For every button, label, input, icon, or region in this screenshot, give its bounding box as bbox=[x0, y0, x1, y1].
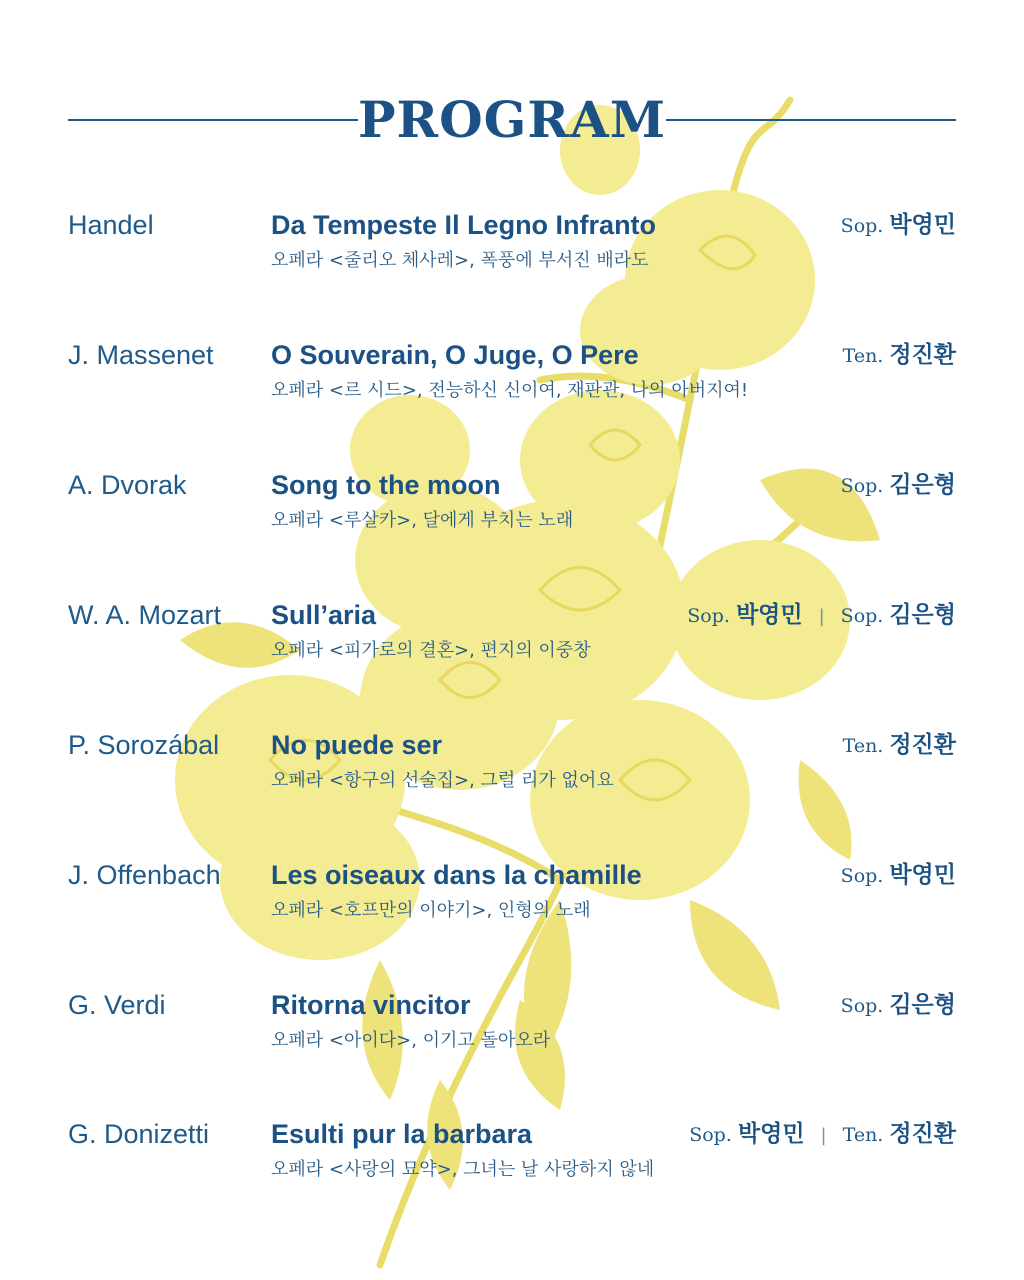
work-subtitle: 오페라 <사랑의 묘약>, 그녀는 날 사랑하지 않네 bbox=[271, 1159, 655, 1180]
work-title: No puede ser bbox=[271, 730, 443, 760]
performers bbox=[841, 205, 956, 246]
performer-name: 김은형 bbox=[889, 992, 956, 1018]
work-title: Song to the moon bbox=[271, 470, 501, 500]
program-entry bbox=[68, 335, 956, 425]
performers bbox=[841, 985, 956, 1026]
performer-separator: | bbox=[820, 1125, 827, 1146]
performers bbox=[843, 335, 956, 376]
work-title: Esulti pur la barbara bbox=[271, 1119, 533, 1149]
performers bbox=[687, 595, 956, 637]
composer: A. Dvorak bbox=[68, 470, 187, 500]
performer-name: 박영민 bbox=[737, 1121, 805, 1147]
composer: Handel bbox=[68, 210, 154, 240]
work-title: O Souverain, O Juge, O Pere bbox=[271, 340, 639, 370]
voice-type: Ten. bbox=[842, 735, 884, 757]
voice-type: Sop. bbox=[840, 995, 884, 1017]
work-subtitle: 오페라 <르 시드>, 전능하신 신이여, 재판관, 나의 아버지여! bbox=[271, 380, 749, 401]
composer: G. Verdi bbox=[68, 990, 166, 1020]
performer-name: 박영민 bbox=[889, 862, 956, 888]
performers bbox=[841, 855, 956, 896]
work-title: Da Tempeste Il Legno Infranto bbox=[271, 210, 657, 240]
program-entry bbox=[68, 465, 956, 555]
work-title: Ritorna vincitor bbox=[271, 990, 471, 1020]
page-title: PROGRAM bbox=[357, 90, 667, 149]
composer: G. Donizetti bbox=[68, 1119, 210, 1149]
performer-separator: | bbox=[818, 606, 825, 627]
program-header bbox=[68, 88, 956, 152]
program-entry bbox=[68, 205, 956, 295]
composer: W. A. Mozart bbox=[68, 600, 222, 630]
voice-type: Sop. bbox=[840, 475, 884, 497]
work-subtitle: 오페라 <피가로의 결혼>, 편지의 이중창 bbox=[271, 640, 591, 661]
header-rule-right bbox=[666, 119, 956, 121]
program-entry bbox=[68, 985, 956, 1075]
composer: J. Massenet bbox=[68, 340, 214, 370]
voice-type: Ten. bbox=[842, 345, 884, 367]
work-title: Les oiseaux dans la chamille bbox=[271, 860, 642, 890]
voice-type: Sop. bbox=[689, 1124, 732, 1146]
work-subtitle: 오페라 <줄리오 체사레>, 폭풍에 부서진 배라도 bbox=[271, 250, 649, 271]
performers bbox=[689, 1114, 956, 1156]
work-subtitle: 오페라 <호프만의 이야기>, 인형의 노래 bbox=[271, 900, 591, 921]
voice-type: Sop. bbox=[687, 605, 730, 627]
composer: P. Sorozábal bbox=[68, 730, 220, 760]
voice-type: Sop. bbox=[840, 865, 884, 887]
work-subtitle: 오페라 <아이다>, 이기고 돌아오라 bbox=[271, 1030, 551, 1051]
program-entry bbox=[68, 1114, 956, 1204]
voice-type: Sop. bbox=[840, 215, 884, 237]
voice-type: Sop. bbox=[840, 605, 884, 627]
work-subtitle: 오페라 <항구의 선술집>, 그럴 리가 없어요 bbox=[271, 770, 614, 791]
program-entry bbox=[68, 725, 956, 815]
performer-name: 박영민 bbox=[735, 602, 803, 628]
program-entry bbox=[68, 595, 956, 685]
work-subtitle: 오페라 <루살카>, 달에게 부치는 노래 bbox=[271, 510, 574, 531]
performer-name: 김은형 bbox=[889, 472, 956, 498]
voice-type: Ten. bbox=[842, 1124, 884, 1146]
work-title: Sull’aria bbox=[271, 600, 377, 630]
performer-name: 정진환 bbox=[889, 1121, 956, 1147]
performer-name: 박영민 bbox=[889, 212, 956, 238]
performer-name: 정진환 bbox=[889, 732, 956, 758]
program-entry bbox=[68, 855, 956, 945]
composer: J. Offenbach bbox=[68, 860, 221, 890]
performers bbox=[841, 465, 956, 506]
performers bbox=[843, 725, 956, 766]
performer-name: 김은형 bbox=[889, 602, 956, 628]
performer-name: 정진환 bbox=[889, 342, 956, 368]
